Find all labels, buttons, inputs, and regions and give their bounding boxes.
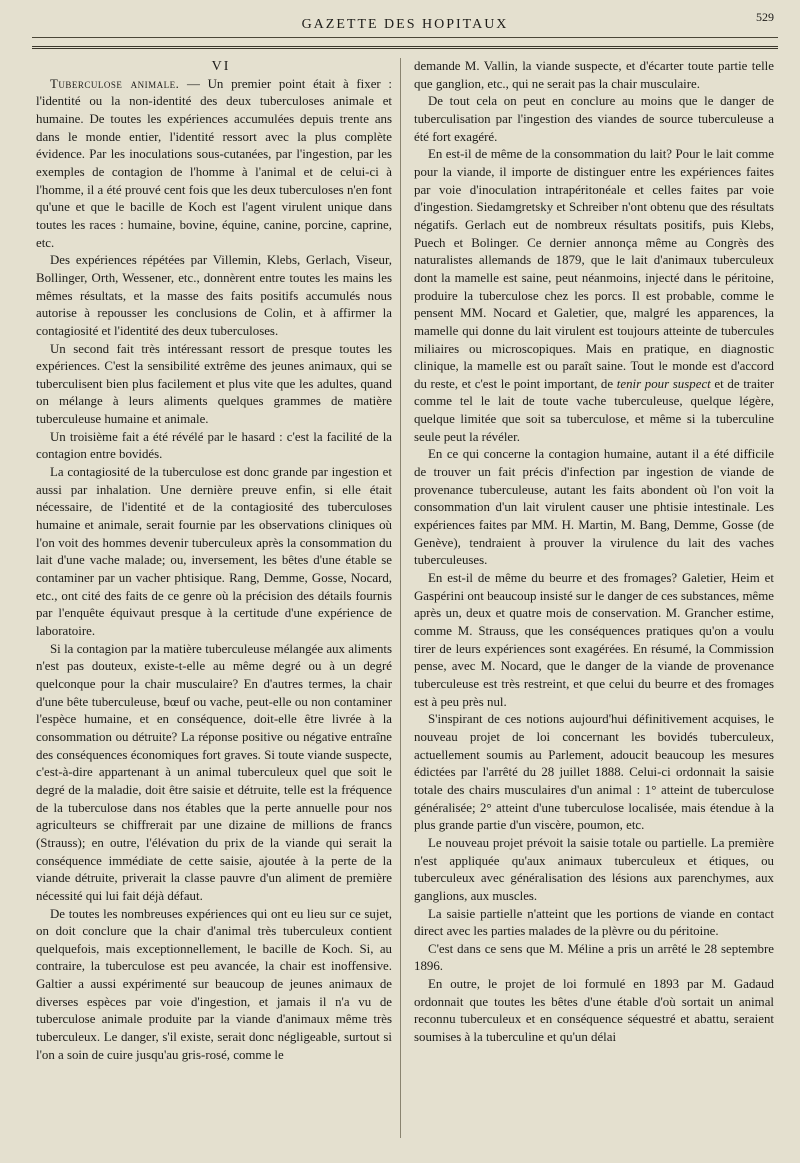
paragraph: Si la contagion par la matière tuberculeuse mélangée aux aliments n'est pas douteux, existe-t-elle au même degré ou à un degré quelconque pour la chair musculaire? En d'autres termes, la chair d'une bête tuberculeuse, bœuf ou vache, peut-elle ou non contaminer l'espèce humaine, et en conséquence, doit-elle être livrée à la consommation ou détruite? La réponse positive ou négative entraîne des conséquences économiques fort graves. Si toute viande suspecte, c'est-à-dire appartenant à un animal tuberculeux quel que soit le degré de la maladie, doit être saisie et détruite, telle est la fréquence de la tuberculose dans nos étables que la perte annuelle pour nos agriculteurs se chiffrerait par une dizaine de millions de francs (Strauss); en outre, l'élévation du prix de la viande qui serait la conséquence immédiate de cette saisie, ajoutée à la perte de la viande détruite, priverait la classe pauvre d'un aliment de première nécessité qui lui fait déjà défaut. xyxy=(36,641,392,903)
paragraph: Des expériences répétées par Villemin, Klebs, Gerlach, Viseur, Bollinger, Orth, Wessener, etc., donnèrent entre toutes les mains les mêmes résultats, et la masse des faits positifs accumulés nous autorise à repousser les conclusions de Colin, et à affirmer la contagiosité et l'identité des deux tuberculoses. xyxy=(36,253,392,338)
paragraph-text: En est-il de même de la consommation du lait? Pour le lait comme pour la viande, il importe de distinguer entre les expériences faites par voie d'inoculation intrapéritonéale et celles faites par voie d'ingestion. Siedamgretsky et Schreiber n'ont obtenu que des résultats négatifs. Gerlach eut de nombreux résultats positifs, puis Klebs, Puech et Bolinger. Ce dernier annonça même au Congrès des naturalistes allemands de 1879, que le lait d'animaux tuberculeux dont la mamelle est saine, peut néanmoins, injecté dans le péritoine, produire la tuberculose chez les porcs. Il est probable, comme le pensent MM. Nocard et Galetier, que, malgré les apparences, la mamelle qui donne du lait virulent est toujours atteinte de tubercules miliaires ou microscopiques. Mais en pratique, en diagnostic clinique, la mamelle est ou paraît saine. Tout le monde est d'accord du reste, et c'est le point important, de xyxy=(414,147,774,391)
paragraph: De tout cela on peut en conclure au moins que le danger de tuberculisation par l'ingestion des viandes de source tuberculeuse a été fort exagéré. xyxy=(414,94,774,144)
paragraph xyxy=(36,76,392,253)
paragraph: demande M. Vallin, la viande suspecte, et d'écarter toute partie telle que ganglion, etc., qui ne serait pas la chair musculaire. xyxy=(414,59,774,91)
running-head xyxy=(30,10,780,36)
paragraph: Un second fait très intéressant ressort de presque toutes les expériences. C'est la sensibilité extrême des jeunes animaux, qui se tuberculisent bien plus facilement et plus vite que les adultes, quand on mélange à leurs aliments quelques grammes de matière tuberculeuse humaine et animale. xyxy=(36,341,392,427)
paragraph: En est-il de même du beurre et des fromages? Galetier, Heim et Gaspérini ont beaucoup insisté sur le danger de ces substances, même après un, deux et quatre mois de conservation. M. Grancher estime, comme M. Strauss, que les conséquences pratiques qu'on a voulu tirer de leurs expériences sont exagérées. En résumé, la Commission pense, avec M. Nocard, que le danger de la viande de provenance tuberculeuse est très restreint, et que celui du beurre et des fromages est à peu près nul. xyxy=(414,571,774,709)
paragraph: Un troisième fait a été révélé par le hasard : c'est la facilité de la contagion entre bovidés. xyxy=(36,429,392,462)
paragraph: La contagiosité de la tuberculose est donc grande par ingestion et aussi par inhalation. Une dernière preuve enfin, si elle était nécessaire, de l'identité et de la contagiosité des tuberculoses humaine et animale, serait fournie par les observations cliniques où l'on voit des hommes devenir tuberculeux après la consommation du lait d'une vache malade; ou, inversement, les bêtes d'une étable se contaminer par un vacher phtisique. Rang, Demme, Gosse, Nocard, etc., ont cité des faits de ce genre où la précision des détails fournis par l'enquête équivaut presque à la certitude d'une expérience de laboratoire. xyxy=(36,465,392,638)
page-title: GAZETTE DES HOPITAUX xyxy=(301,17,509,32)
header-rule xyxy=(32,37,778,38)
paragraph-text: — Un premier point était à fixer : l'identité ou la non-identité des deux tuberculoses animale et humaine. De toutes les expériences accumulées depuis trente ans dans le monde entier, l'identité ressort avec la plus complète évidence. Par les inoculations sous-cutanées, par l'ingestion, par les exemples de contagion de l'homme à l'animal et de celui-ci à l'homme, il a été prouvé cent fois que les deux tuberculoses n'en font qu'une et que le bacille de Koch est l'agent virulent unique dans toutes les races : humaine, bovine, équine, canine, porcine, caprine, etc. xyxy=(36,76,393,250)
section-lead-label: Tuberculose animale. xyxy=(50,76,180,91)
right-column xyxy=(414,58,774,1047)
section-number: VI xyxy=(211,59,231,74)
paragraph: En ce qui concerne la contagion humaine, autant il a été difficile de trouver un fait précis d'infection par ingestion de viande de provenance tuberculeuse, autant les faits abondent où l'on voit la consommation d'un lait virulent causer une phtisie intestinale. Les expériences faites par MM. H. Martin, M. Bang, Demme, Gosse (de Genève), tendraient à prouver la virulence du lait des vaches tuberculeuses. xyxy=(414,447,774,568)
paragraph-text: et de traiter comme tel le lait de toute vache tuberculeuse, quelque légère, quelque limitée que soit sa tuberculose, et même si la tuberculine seule peut la révéler. xyxy=(414,376,774,444)
page-number: 529 xyxy=(756,10,774,24)
paragraph: S'inspirant de ces notions aujourd'hui définitivement acquises, le nouveau projet de loi concernant les bovidés tuberculeux, actuellement soumis au Parlement, adoucit beaucoup les mesures édictées par l'arrêté du 28 juillet 1888. Celui-ci ordonnait la saisie totale des chairs musculaires d'un animal : 1° atteint de tuberculose généralisée; 2° atteint d'une tuberculose localisée, mais étendue à la plus grande partie d'un viscère, poumon, etc. xyxy=(414,712,774,833)
column-divider xyxy=(400,58,402,1138)
paragraph xyxy=(414,146,774,446)
paragraph: La saisie partielle n'atteint que les portions de viande en contact direct avec les parties malades de la plèvre ou du péritoine. xyxy=(414,906,774,939)
left-column xyxy=(36,58,392,1064)
paragraph: De toutes les nombreuses expériences qui ont eu lieu sur ce sujet, on doit conclure que la chair d'animal très tuberculeux contient quelquefois, mais exceptionnellement, le bacille de Koch. Si, au contraire, la tuberculose est peu avancée, la chair est inoffensive. Galtier a aussi expérimenté sur beaucoup de jeunes animaux de diverses espèces par voie d'ingestion, et jamais il n'a vu de tuberculose animale produite par la viande d'animaux même très tuberculeux. Le danger, s'il existe, serait donc négligeable, surtout si l'on a soin de cuire jusqu'au gris-rosé, comme le xyxy=(36,906,392,1062)
paragraph: C'est dans ce sens que M. Méline a pris un arrêté le 28 septembre 1896. xyxy=(414,941,774,974)
header-double-rule xyxy=(32,46,778,49)
italic-phrase: tenir pour suspect xyxy=(616,376,711,391)
paragraph: En outre, le projet de loi formulé en 1893 par M. Gadaud ordonnait que toutes les bêtes d'une étable d'où sortait un animal reconnu tuberculeux et en conséquence séquestré et abattu, seraient soumises à la tuberculine et qu'un délai xyxy=(414,977,774,1045)
paragraph: Le nouveau projet prévoit la saisie totale ou partielle. La première n'est appliquée qu'aux animaux tuberculeux et étiques, ou tuberculeux avec généralisation des lésions aux parenchymes, aux ganglions, aux muscles. xyxy=(414,835,774,903)
